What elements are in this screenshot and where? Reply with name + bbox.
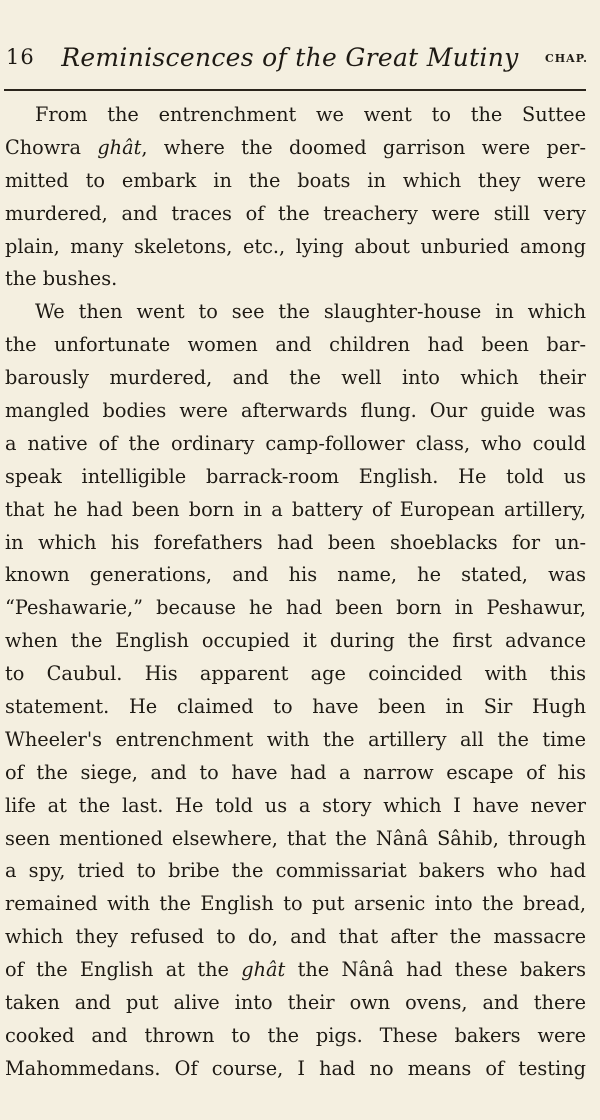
text-line: a native of the ordinary camp-follower class, who could <box>5 431 586 455</box>
text-line: taken and put alive into their own ovens, and there <box>5 991 586 1015</box>
paragraph <box>5 99 586 296</box>
text-line: the unfortunate women and children had been bar- <box>5 333 586 357</box>
text-line: the bushes. <box>5 267 118 291</box>
text-line: seen mentioned elsewhere, that the Nânâ Sâhib, through <box>5 826 586 850</box>
chapter-abbreviation: CHAP. <box>545 52 588 65</box>
text-line: of the siege, and to have had a narrow escape of his <box>5 760 586 784</box>
body-text <box>5 99 586 1086</box>
text-line: mangled bodies were afterwards flung. Our guide was <box>5 399 586 423</box>
text-line: in which his forefathers had been shoeblacks for un- <box>5 530 586 554</box>
text-line: that he had been born in a battery of European artillery, <box>5 497 586 521</box>
text-line: known generations, and his name, he stated, was <box>5 563 586 587</box>
paragraph <box>5 296 586 1085</box>
text-line: when the English occupied it during the first advance <box>5 629 586 653</box>
text-line: of the English at the ghât the Nânâ had these bakers <box>5 958 586 982</box>
running-title: Reminiscences of the Great Mutiny <box>61 42 519 72</box>
text-line: speak intelligible barrack-room English. He told us <box>5 464 586 488</box>
page-header <box>6 40 588 74</box>
text-line: mitted to embark in the boats in which they were <box>5 168 586 192</box>
text-line: cooked and thrown to the pigs. These bakers were <box>5 1023 586 1047</box>
text-line: From the entrenchment we went to the Suttee <box>35 103 586 126</box>
text-line: We then went to see the slaughter-house in which <box>35 300 586 324</box>
text-line: to Caubul. His apparent age coincided with this <box>5 662 586 686</box>
text-line: statement. He claimed to have been in Sir Hugh <box>5 695 586 719</box>
text-line: Chowra ghât, where the doomed garrison were per- <box>5 135 586 159</box>
text-line: barously murdered, and the well into which their <box>5 366 586 390</box>
header-rule <box>4 89 586 91</box>
text-line: a spy, tried to bribe the commissariat bakers who had <box>5 859 586 883</box>
text-line: life at the last. He told us a story which I have never <box>5 793 586 817</box>
text-line: Mahommedans. Of course, I had no means of testing <box>5 1056 586 1080</box>
page-number: 16 <box>6 45 35 69</box>
text-line: remained with the English to put arsenic into the bread, <box>5 892 586 916</box>
text-line: murdered, and traces of the treachery were still very <box>5 201 586 225</box>
text-line: Wheeler's entrenchment with the artillery all the time <box>5 727 586 751</box>
text-line: “Peshawarie,” because he had been born in Peshawur, <box>5 596 586 620</box>
text-line: plain, many skeletons, etc., lying about unburied among <box>5 234 586 258</box>
text-line: which they refused to do, and that after the massacre <box>5 925 586 949</box>
